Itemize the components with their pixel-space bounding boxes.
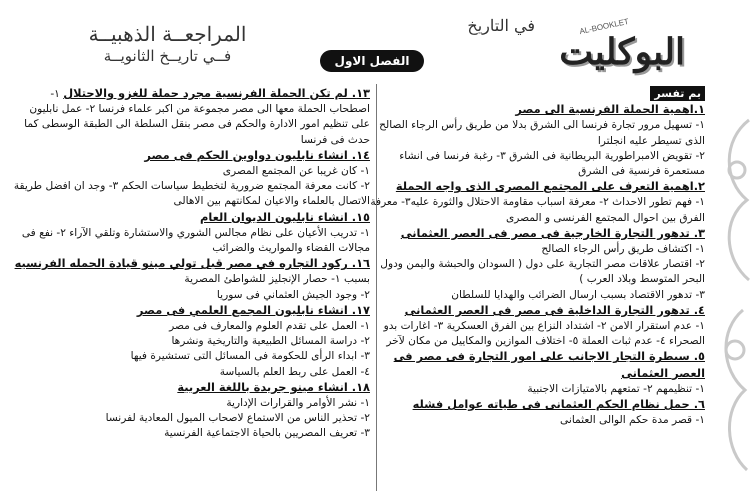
column-divider xyxy=(376,84,377,491)
heading-text: ١٨. انشاء مينو جريدة باللغة العربية xyxy=(177,379,370,394)
answer-line xyxy=(370,413,705,428)
brand-tag: AL-BOOKLET xyxy=(578,16,630,37)
title-line-2: فــي تاريــخ الثانويــة xyxy=(103,47,232,65)
question-heading xyxy=(8,86,370,148)
body-text: ٣- تدهور الاقتصاد بسبب ارسال الضرائب والهدايا للسلطان xyxy=(451,288,705,301)
heading-text: ١٥. انشاء نابليون الديوان العام xyxy=(199,209,370,224)
body-text: ٢- تقويض الامبراطورية البريطانية فى الشرق ٣- رغبة فرنسا فى انشاء مستعمرة فرنسية فى الشرق xyxy=(399,149,705,178)
body-text: ١- كان غريبا عن المجتمع المصرى xyxy=(222,165,370,178)
body-text: ١- تدريب الأعيان على نظام مجالس الشوري والاستشارة وتلقي الآراء ٢- نفع فى مجالات القضاء والمواريث والضرائب xyxy=(21,226,370,255)
heading-text: ٥. سيطرة التجار الاجانب على امور التجارة فى مصر فى العصر العثمانى xyxy=(393,349,705,380)
answer-line xyxy=(370,257,705,287)
title-line-1: المراجعــة الذهبيــة xyxy=(88,22,247,46)
question-heading xyxy=(370,102,705,118)
question-heading xyxy=(8,256,370,287)
answer-line xyxy=(370,118,705,148)
answer-line xyxy=(8,411,370,426)
answer-line xyxy=(370,195,705,225)
body-text: ١- نشر الأوامر والقرارات الإدارية xyxy=(226,397,370,410)
question-heading xyxy=(8,380,370,396)
body-text: ٢- وجود الجيش العثماني فى سوريا xyxy=(216,288,370,301)
body-text: ٣- ابداء الرأى للحكومة فى المسائل التى تستشيرة فيها xyxy=(130,350,370,363)
body-text: ٢- دراسة المسائل الطبيعية والتاريخية ونشرها xyxy=(171,335,370,348)
body-text: بسبب ١- حصار الإنجليز للشواطئ المصرية xyxy=(184,273,370,286)
answer-line xyxy=(370,288,705,303)
answer-line xyxy=(8,179,370,209)
heading-text: ٢.اهمية التعرف على المجتمع المصرى الذى واجه الحملة xyxy=(395,179,705,194)
heading-text: ١٤. انشاء نابليون دواوين الحكم فى مصر xyxy=(144,147,370,162)
answer-line xyxy=(8,365,370,380)
header-title xyxy=(60,22,275,66)
answer-line xyxy=(8,164,370,179)
question-heading xyxy=(370,397,705,413)
body-text: ١- العمل على تقدم العلوم والمعارف فى مصر xyxy=(169,320,370,333)
answer-line xyxy=(8,226,370,256)
chapter-badge: الفصل الاول xyxy=(320,50,424,72)
decorative-ornament-icon xyxy=(713,110,755,491)
body-text: ١- قصر مدة حكم الوالى العثمانى xyxy=(560,414,705,427)
answer-line xyxy=(8,288,370,303)
brand-logo xyxy=(435,6,685,78)
question-heading xyxy=(370,179,705,195)
section-lead xyxy=(370,86,705,102)
body-text: ١- عدم استقرار الامن ٢- اشتداد النزاع بين الفرق العسكرية ٣- اغارات بدو الصحراء ٤- عدم ثبات العملة ٥- اختلاف الموازين والمكاييل من مكان لآخر xyxy=(383,320,705,348)
left-column xyxy=(8,86,370,491)
answer-line xyxy=(8,334,370,349)
right-column xyxy=(370,86,705,491)
answer-line xyxy=(8,396,370,411)
brand-subtitle: في التاريخ xyxy=(467,16,535,35)
question-heading xyxy=(8,303,370,319)
heading-text: ١٣. لم تكن الحملة الفرنسية مجرد حملة للغزو والاحتلال xyxy=(63,86,370,100)
body-text: ٢- اقتصار علاقات مصر التجارية على دول ( السودان والحبشة واليمن ودول البحر المتوسط وبلاد العرب ) xyxy=(380,258,705,286)
answer-line xyxy=(370,149,705,179)
answer-line xyxy=(370,382,705,397)
question-heading xyxy=(370,226,705,242)
heading-text: ١.اهمية الحملة الفرنسية الى مصر xyxy=(515,102,705,117)
question-heading xyxy=(370,349,705,381)
answer-line xyxy=(8,349,370,364)
answer-line xyxy=(8,319,370,334)
body-text: ٣- تعريف المصريين بالحياة الاجتماعية الفرنسية xyxy=(164,427,370,440)
body-text: ٤- العمل على ربط العلم بالسياسة xyxy=(219,365,370,378)
answer-line xyxy=(370,319,705,349)
heading-text: ١٦. ركود التجاره في مصر قبل تولي مينو قيادة الحمله الفرنسيه xyxy=(14,256,370,271)
page-header xyxy=(0,0,755,80)
heading-text: ٣. تدهور التجارة الخارجية فى مصر فى العصر العثمانى xyxy=(400,225,705,240)
question-heading xyxy=(8,210,370,226)
answer-line xyxy=(8,426,370,441)
answer-line xyxy=(370,242,705,257)
heading-text: ٦. حمل نظام الحكم العثمانى فى طياته عوامل فشله xyxy=(412,397,705,412)
body-text: ١- تنظيمهم ٢- تمتعهم بالامتيازات الاجنبية xyxy=(527,382,705,395)
body-text: ٢- تحذير الناس من الاستماع لاصحاب الميول المعادية لفرنسا xyxy=(105,412,370,425)
heading-text: ١٧. انشاء نابليون المجمع العلمي فى مصر xyxy=(136,302,370,317)
body-text: ١- فهم تطور الاحداث ٢- معرفة اسباب مقاومة الاحتلال والثورة عليه٣- معرفة الفرق بين احوال المجتمع الفرنسى و المصرى xyxy=(370,196,705,224)
brand-name: البوكليت xyxy=(559,31,685,73)
heading-text: ٤. تدهور التجارة الداخلية فى مصر فى العصر العثمانى xyxy=(404,302,705,317)
body-text: ١- اصطحاب الحملة معها الى مصر مجموعة من اكبر علماء فرنسا ٢- عمل نابليون على تنظيم امور الادارة والحكم فى مصر بنقل السلطة الى الطبقة الوسطى كما حدث فى فرنسا xyxy=(24,88,370,146)
question-heading xyxy=(370,303,705,319)
body-text: ١- تسهيل مرور تجارة فرنسا الى الشرق بدلا من طريق رأس الرجاء الصالح الذى تسيطر عليه انجلترا xyxy=(379,119,705,147)
body-text: ٢- كانت معرفة المجتمع ضرورية لتخطيط سياسات الحكم ٣- وجد ان افضل طريقة الاتصال بالعلماء والاعيان لمكانتهم بين الاهالى xyxy=(13,180,370,208)
lead-label: بم تفسر xyxy=(650,86,705,101)
question-heading xyxy=(8,148,370,164)
body-text: ١- اكتشاف طريق رأس الرجاء الصالح xyxy=(541,243,705,256)
